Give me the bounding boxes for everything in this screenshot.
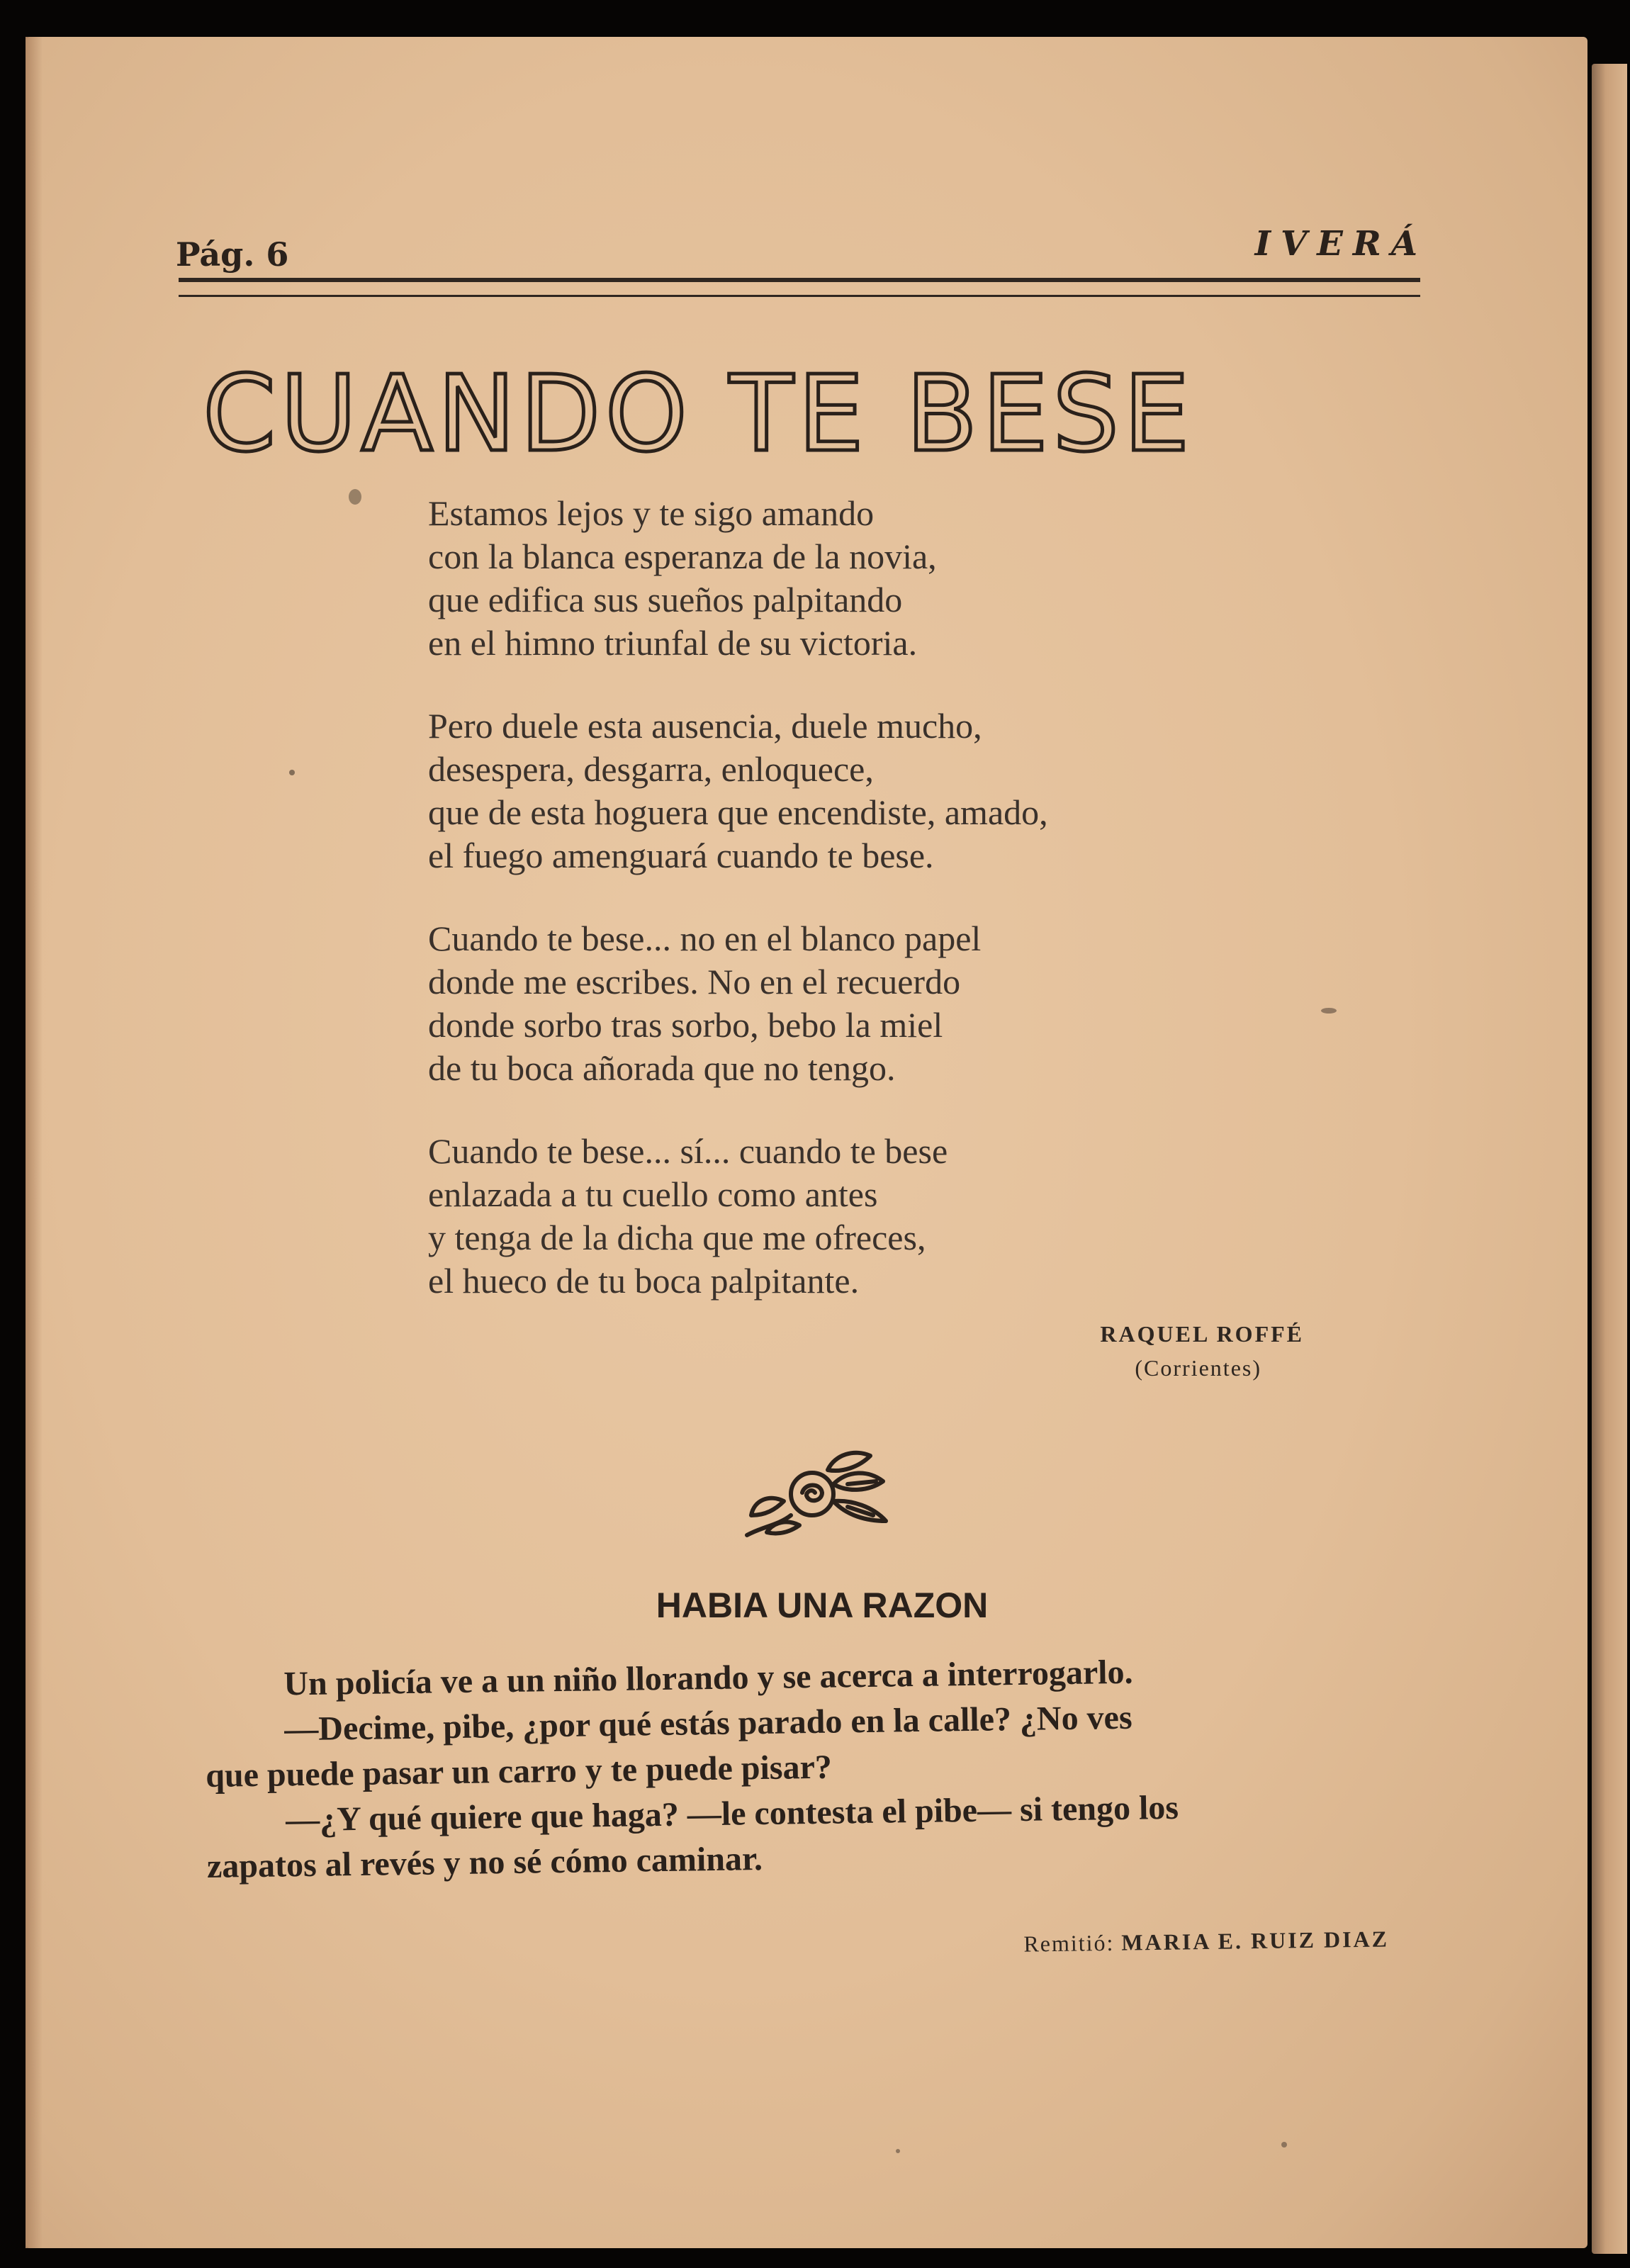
anecdote-line: —Decime, pibe, ¿por qué estás parado en la calle? ¿No ves [283, 1698, 1132, 1748]
paper-speck [1281, 2142, 1287, 2148]
anecdote-line: —¿Y qué quiere que haga? —le contesta el pibe— si tengo los [285, 1788, 1179, 1839]
next-page-edge [1592, 64, 1627, 2254]
poem-line: el hueco de tu boca palpitante. [428, 1261, 860, 1301]
poem-stanza [428, 704, 1321, 877]
anecdote-line: zapatos al revés y no sé cómo caminar. [206, 1840, 763, 1885]
sender-label: Remitió: [1023, 1929, 1115, 1957]
poem-line: desespera, desgarra, enloquece, [428, 749, 874, 789]
header-rule-thick [179, 278, 1420, 282]
poem-title: CUANDO TE BESE [203, 353, 1194, 475]
anecdote-body [204, 1645, 1454, 1890]
anecdote-title: HABIA UNA RAZON [656, 1585, 989, 1625]
rose-flower-ornament-icon [741, 1442, 896, 1544]
sender-name: MARIA E. RUIZ DIAZ [1121, 1926, 1390, 1955]
page-left-edge [26, 37, 43, 2248]
anecdote-line: Un policía ve a un niño llorando y se acerca a interrogarlo. [283, 1653, 1133, 1703]
paper-speck [289, 770, 295, 775]
poem-author: RAQUEL ROFFÉ [1100, 1321, 1304, 1347]
poem-stanza [428, 917, 1321, 1090]
poem-line: el fuego amenguará cuando te bese. [428, 836, 934, 875]
poem-line: Pero duele esta ausencia, duele mucho, [428, 706, 982, 746]
anecdote-line: que puede pasar un carro y te puede pisar? [205, 1748, 833, 1795]
poem-line: donde sorbo tras sorbo, bebo la miel [428, 1005, 943, 1045]
paper-speck [1321, 1008, 1337, 1014]
poem-line: Cuando te bese... sí... cuando te bese [428, 1131, 948, 1171]
poem-line: Estamos lejos y te sigo amando [428, 493, 875, 533]
paper-speck [349, 489, 361, 505]
poem-stanza [428, 492, 1321, 665]
poem-author-place: (Corrientes) [1135, 1355, 1261, 1381]
header-rule-thin [179, 295, 1420, 297]
poem-line: y tenga de la dicha que me ofreces, [428, 1218, 926, 1257]
poem-line: con la blanca esperanza de la novia, [428, 537, 937, 576]
poem-body [428, 492, 1321, 1342]
poem-line: que edifica sus sueños palpitando [428, 580, 903, 619]
poem-line: donde me escribes. No en el recuerdo [428, 962, 961, 1001]
paper-speck [896, 2149, 900, 2153]
page-number: Pág. 6 [176, 235, 289, 274]
poem-line: en el himno triunfal de su victoria. [428, 623, 918, 663]
poem-line: de tu boca añorada que no tengo. [428, 1048, 896, 1088]
poem-line: enlazada a tu cuello como antes [428, 1174, 878, 1214]
poem-line: que de esta hoguera que encendiste, amado, [428, 792, 1048, 832]
poem-line: Cuando te bese... no en el blanco papel [428, 919, 982, 958]
magazine-name: IVERÁ [1254, 224, 1427, 264]
poem-stanza [428, 1130, 1321, 1303]
